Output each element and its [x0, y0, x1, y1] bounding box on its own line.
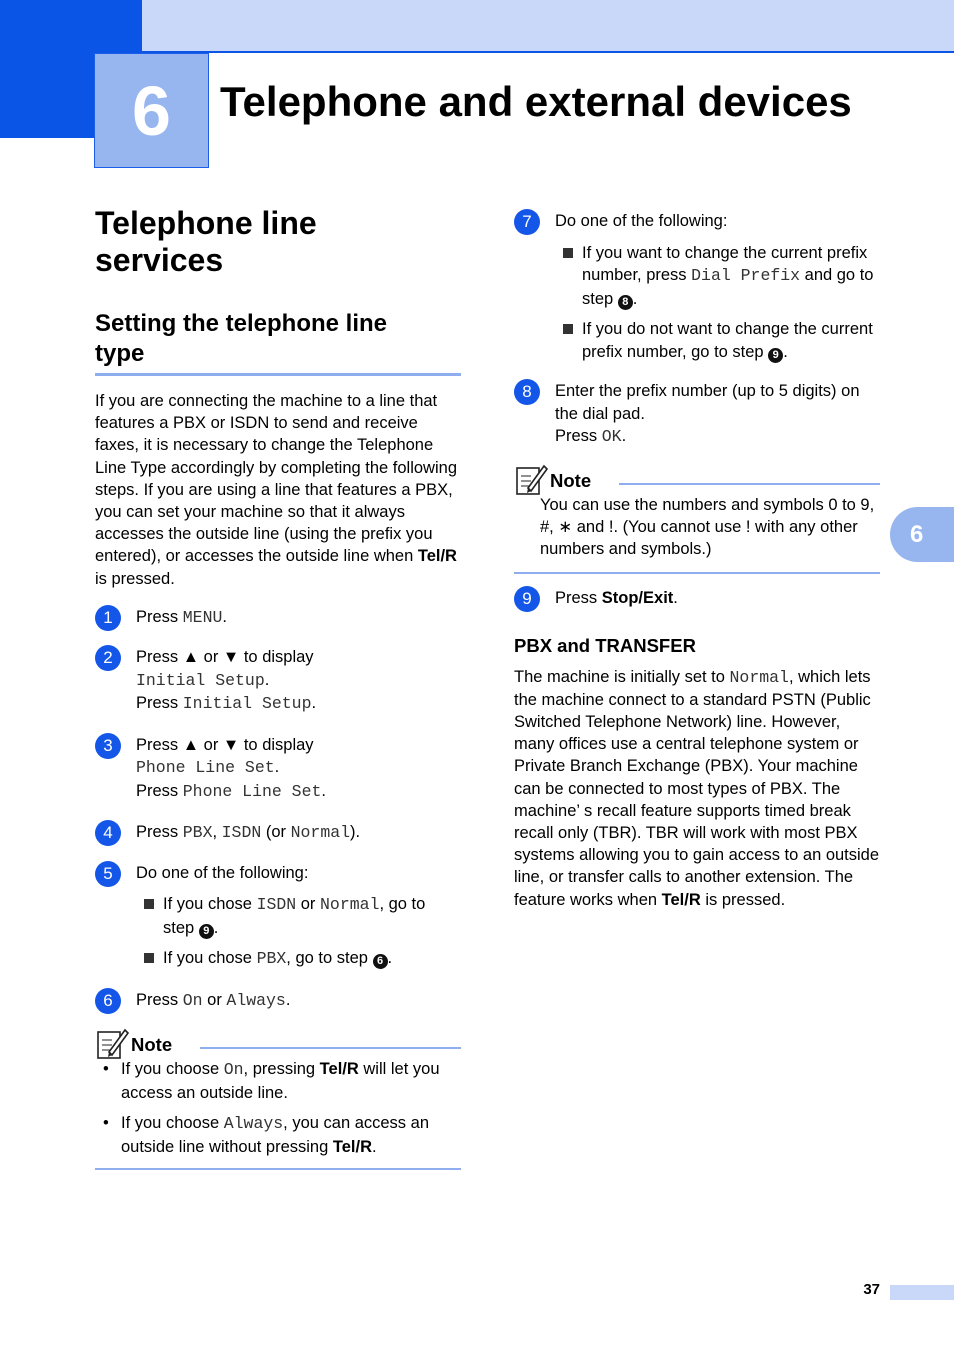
page-number: 37: [863, 1281, 880, 1298]
note-bottom-rule: [514, 572, 880, 574]
note-item: • If you choose On, pressing Tel/R will let you access an outside line.: [103, 1060, 440, 1102]
step-8: 8 Enter the prefix number (up to 5 digits) on the dial pad. Press OK.: [514, 380, 880, 449]
bullet-item: If you do not want to change the current prefix number, go to step 9 .: [563, 318, 880, 363]
step-number: 8: [514, 379, 540, 405]
step-7: 7 Do one of the following: If you want to change the current prefix number, press Dial Prefix and go to step 8 . If you do not want to change the current prefix number, go to step 9 .: [514, 210, 880, 363]
step-number: 7: [514, 209, 540, 235]
step-number: 4: [95, 820, 121, 846]
top-band-right: [142, 0, 954, 53]
intro-paragraph: If you are connecting the machine to a line that features a PBX or ISDN to send and receive faxes, it is necessary to change the Telephone Line Type accordingly by completing the following steps. If you are using a line that features a PBX, you can set your machine so that it always accesses the outside line (using the prefix you entered), or accesses the outside line when Tel/R is pressed.: [95, 392, 457, 588]
section-heading: Telephone line services: [95, 205, 317, 278]
step-2: 2 Press ▲ or ▼ to display Initial Setup. Press Initial Setup.: [95, 646, 461, 716]
note-rule: [619, 483, 880, 485]
step-number: 5: [95, 861, 121, 887]
note-box: [95, 1026, 461, 1170]
step-ref-icon: 9: [768, 348, 783, 363]
note-box: [514, 462, 880, 575]
note-pencil-icon: [95, 1026, 129, 1060]
step-9: 9 Press Stop/Exit.: [514, 587, 880, 610]
right-column: [514, 205, 880, 911]
menu-key: MENU: [182, 607, 223, 627]
note-pencil-icon: [514, 462, 548, 496]
step-3: 3 Press ▲ or ▼ to display Phone Line Set. Press Phone Line Set.: [95, 734, 461, 804]
square-bullet-icon: [563, 324, 573, 334]
step-number: 6: [95, 988, 121, 1014]
chapter-title: Telephone and external devices: [220, 78, 852, 125]
step-number: 9: [514, 586, 540, 612]
step-number: 1: [95, 605, 121, 631]
step-6: 6 Press On or Always.: [95, 989, 461, 1013]
step-number: 2: [95, 645, 121, 671]
note-rule: [200, 1047, 461, 1049]
footer-bar: [890, 1285, 954, 1300]
pbx-transfer-heading: PBX and TRANSFER: [514, 634, 696, 656]
subsection-heading-wrap: [95, 309, 461, 376]
note-item: • If you choose Always, you can access an outside line without pressing Tel/R.: [103, 1114, 429, 1156]
step-5: 5 Do one of the following: If you chose ISDN or Normal, go to step 9 . If you chose PBX, go to step 6 .: [95, 862, 461, 971]
step-1: 1 Press MENU.: [95, 606, 461, 630]
note-text: You can use the numbers and symbols 0 to 9, #, ∗ and !. (You cannot use ! with any other numbers and symbols.): [540, 495, 875, 558]
bullet-item: If you want to change the current prefix number, press Dial Prefix and go to step 8 .: [563, 242, 880, 311]
side-chapter-tab[interactable]: 6: [890, 507, 954, 562]
step-number: 3: [95, 733, 121, 759]
note-bottom-rule: [95, 1168, 461, 1170]
chapter-number-box: 6: [94, 53, 209, 168]
subsection-heading: Setting the telephone line type: [95, 310, 388, 367]
bullet-item: If you chose PBX, go to step 6 .: [144, 947, 461, 971]
step-4: 4 Press PBX, ISDN (or Normal).: [95, 821, 461, 845]
note-title: Note: [550, 469, 592, 491]
square-bullet-icon: [144, 953, 154, 963]
pbx-paragraph: The machine is initially set to Normal, which lets the machine connect to a standard PSTN (Public Switched Telephone Network) line. However, many offices use a central telephone system or Private Branch Exchange (PBX). Your machine can be connected to most types of PBX. The machine’ s recall feature supports timed break recall only (TBR). TBR will work with most PBX systems allowing you to gain access to an outside line, or transfer calls to another extension. The feature works when Tel/R is pressed.: [514, 667, 880, 909]
top-band-line: [142, 51, 954, 53]
bullet-item: If you chose ISDN or Normal, go to step 9 .: [144, 893, 461, 939]
square-bullet-icon: [563, 248, 573, 258]
left-column: [95, 205, 461, 1170]
step-ref-icon: 8: [618, 295, 633, 310]
step-ref-icon: 9: [199, 924, 214, 939]
step-ref-icon: 6: [373, 954, 388, 969]
note-title: Note: [131, 1034, 173, 1056]
square-bullet-icon: [144, 899, 154, 909]
